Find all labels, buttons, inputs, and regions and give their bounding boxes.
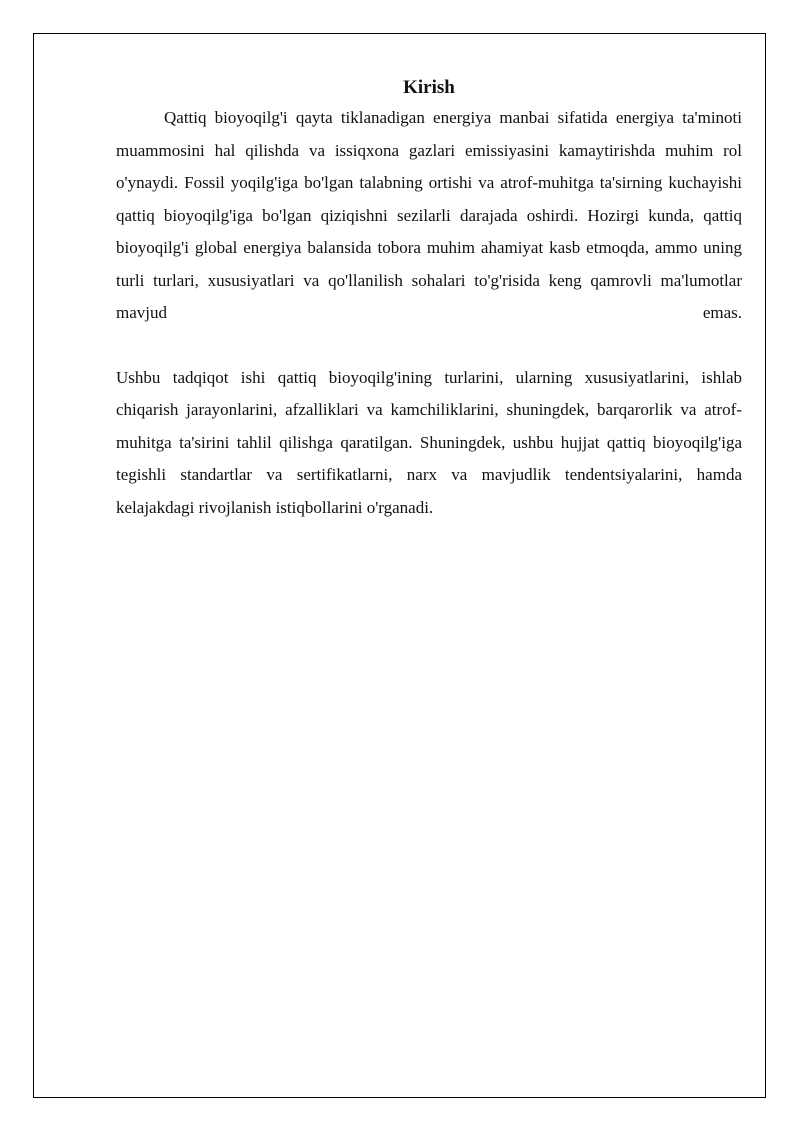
document-title: Kirish — [403, 77, 455, 98]
document-body — [116, 74, 742, 524]
paragraph-aims: Ushbu tadqiqot ishi qattiq bioyoqilg'ining turlarini, ularning xususiyatlarini, ishlab chiqarish jarayonlarini, afzalliklari va kamchiliklarini, shuningdek, barqarorlik va atrof-muhitga ta'sirini tahlil qilishga qaratilgan. Shuningdek, ushbu hujjat qattiq bioyoqilg'iga tegishli standartlar va sertifikatlarni, narx va mavjudlik tendentsiyalarini, hamda kelajakdagi rivojlanish istiqbollarini o'rganadi. — [116, 367, 742, 517]
paragraph-gap — [116, 330, 742, 362]
paragraph-intro: Qattiq bioyoqilg'i qayta tiklanadigan energiya manbai sifatida energiya ta'minoti muammosini hal qilishda va issiqxona gazlari emissiyasini kamaytirishda muhim rol o'ynaydi. Fossil yoqilg'iga bo'lgan talabning ortishi va atrof-muhitga ta'sirning kuchayishi qattiq bioyoqilg'iga bo'lgan qiziqishni sezilarli darajada oshirdi. Hozirgi kunda, qattiq bioyoqilg'i global energiya balansida tobora muhim ahamiyat kasb etmoqda, ammo uning turli turlari, xususiyatlari va qo'llanilish sohalari to'g'risida keng qamrovli ma'lumotlar mavjud emas. — [116, 108, 742, 322]
